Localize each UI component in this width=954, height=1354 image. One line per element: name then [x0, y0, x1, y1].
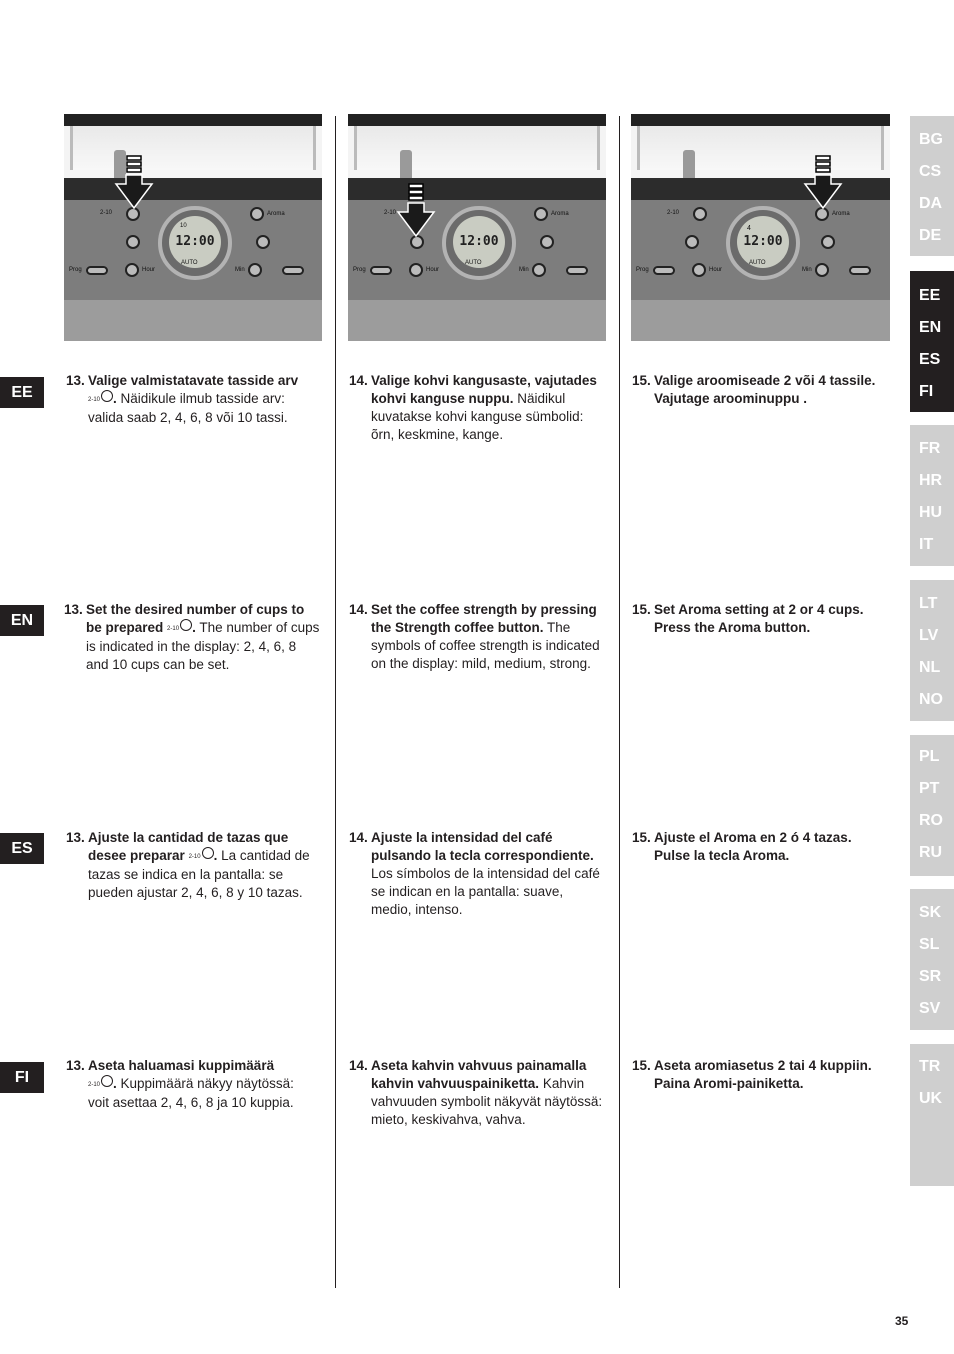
cups-label: 2-10	[667, 210, 680, 216]
side-nav-hu[interactable]: HU	[919, 504, 943, 521]
side-nav-da[interactable]: DA	[919, 195, 943, 212]
power-button	[566, 266, 588, 275]
min-label: Min	[802, 267, 812, 273]
aroma-label: Aroma	[551, 211, 569, 217]
side-nav-sl[interactable]: SL	[919, 936, 940, 953]
coffee-machine-illustration-cups	[64, 114, 322, 341]
cups-button-icon: 2-10	[167, 619, 192, 638]
cups-button	[693, 207, 707, 221]
side-nav-pt[interactable]: PT	[919, 780, 940, 797]
cups-button-icon: 2-10	[88, 390, 113, 409]
step-14-es: 14. Ajuste la intensidad del café pulsando la tecla correspondiente. Los símbolos de la intensidad del café se indican en la pantalla: suave, medio, intenso.	[349, 830, 600, 917]
hour-button	[409, 263, 423, 277]
prog-label: Prog	[353, 267, 366, 273]
side-nav-no[interactable]: NO	[919, 691, 943, 708]
coffee-machine-illustration-aroma	[631, 114, 890, 341]
keep-warm-button	[540, 235, 554, 249]
strength-button	[685, 235, 699, 249]
keep-warm-button	[256, 235, 270, 249]
prog-button	[370, 266, 392, 275]
side-nav-sv[interactable]: SV	[919, 1000, 941, 1017]
side-nav-group-3	[910, 425, 954, 566]
display-clock: 12:00	[453, 216, 505, 268]
side-nav-group-2	[910, 271, 954, 412]
cups-button-icon: 2-10	[189, 847, 214, 866]
hour-label: Hour	[709, 267, 723, 273]
display-auto-label: AUTO	[465, 260, 482, 266]
strength-button	[126, 235, 140, 249]
pointer-arrow-icon	[114, 154, 154, 210]
aroma-label: Aroma	[832, 211, 850, 217]
prog-button	[86, 266, 108, 275]
display-clock: 12:00	[737, 216, 789, 268]
step-15-fi: 15. Aseta aromiasetus 2 tai 4 kuppiin. Paina Aromi-painiketta.	[632, 1058, 872, 1091]
side-nav-bg[interactable]: BG	[919, 131, 943, 148]
side-nav-en[interactable]: EN	[919, 319, 942, 336]
side-nav-ru[interactable]: RU	[919, 844, 943, 861]
side-nav-group-1	[910, 116, 954, 256]
side-nav-sk[interactable]: SK	[919, 904, 942, 921]
min-button	[532, 263, 546, 277]
side-nav-de[interactable]: DE	[919, 227, 942, 244]
language-tag-fi: FI	[0, 1062, 44, 1093]
step-13-en: 13. Set the desired number of cups to be prepared 2-10 . The number of cups is indicated in the display: 2, 4, 6, 8 and 10 cups can be set.	[64, 602, 320, 672]
side-nav-fr[interactable]: FR	[919, 440, 941, 457]
hour-label: Hour	[142, 267, 156, 273]
prog-label: Prog	[69, 267, 82, 273]
language-tag-es: ES	[0, 833, 44, 864]
coffee-machine-illustration-strength	[348, 114, 606, 341]
hour-button	[692, 263, 706, 277]
min-button	[815, 263, 829, 277]
step-15-ee: 15. Valige aroomiseade 2 või 4 tassile. Vajutage aroominuppu .	[632, 373, 876, 406]
side-nav-group-5	[910, 735, 954, 876]
display-auto-label: AUTO	[181, 260, 198, 266]
display-auto-label: AUTO	[749, 260, 766, 266]
side-nav-ee[interactable]: EE	[919, 287, 941, 304]
side-nav-tr[interactable]: TR	[919, 1058, 941, 1075]
hour-label: Hour	[426, 267, 440, 273]
step-14-ee: 14. Valige kohvi kangusaste, vajutades kohvi kanguse nuppu. Näidikul kuvatakse kohvi kanguse sümbolid: õrn, keskmine, kange.	[349, 373, 597, 442]
step-15-es: 15. Ajuste el Aroma en 2 ó 4 tazas. Pulse la tecla Aroma.	[632, 830, 852, 863]
pointer-arrow-icon	[803, 154, 843, 210]
aroma-button	[250, 207, 264, 221]
hour-button	[125, 263, 139, 277]
display-cup-count: 10	[180, 223, 187, 229]
prog-button	[653, 266, 675, 275]
power-button	[282, 266, 304, 275]
pointer-arrow-icon	[396, 182, 436, 238]
side-nav-lt[interactable]: LT	[919, 595, 938, 612]
side-nav-group-6	[910, 889, 954, 1030]
step-13-es: 13. Ajuste la cantidad de tazas que desee preparar 2-10 . La cantidad de tazas se indica en la pantalla: se pueden ajustar 2, 4, 6, 8 y 10 tazas.	[66, 830, 310, 900]
step-15-en: 15. Set Aroma setting at 2 or 4 cups. Press the Aroma button.	[632, 602, 864, 635]
cups-label: 2-10	[100, 210, 113, 216]
side-nav-it[interactable]: IT	[919, 536, 934, 553]
side-nav-group-7	[910, 1044, 954, 1186]
side-nav-cs[interactable]: CS	[919, 163, 942, 180]
language-tag-ee: EE	[0, 377, 44, 408]
cups-label: 2-10	[384, 210, 397, 216]
min-label: Min	[235, 267, 245, 273]
column-divider-2	[619, 116, 620, 1288]
side-nav-ro[interactable]: RO	[919, 812, 943, 829]
step-13-ee: 13. Valige valmistatavate tasside arv 2-10 . Näidikule ilmub tasside arv: valida saab 2, 4, 6, 8 või 10 tassi.	[66, 373, 299, 425]
min-label: Min	[519, 267, 529, 273]
display-clock: 12:00	[169, 216, 221, 268]
step-13-fi: 13. Aseta haluamasi kuppimäärä 2-10 . Kuppimäärä näkyy näytössä: voit asettaa 2, 4, 6, 8 ja 10 kuppia.	[66, 1058, 294, 1110]
column-divider-1	[335, 116, 336, 1288]
side-nav-nl[interactable]: NL	[919, 659, 941, 676]
page-number: 35	[895, 1314, 909, 1328]
side-nav-uk[interactable]: UK	[919, 1090, 943, 1107]
keep-warm-button	[821, 235, 835, 249]
side-nav-sr[interactable]: SR	[919, 968, 942, 985]
side-nav-fi[interactable]: FI	[919, 383, 934, 400]
side-nav-group-4	[910, 580, 954, 721]
min-button	[248, 263, 262, 277]
side-nav-hr[interactable]: HR	[919, 472, 943, 489]
step-14-fi: 14. Aseta kahvin vahvuus painamalla kahvin vahvuuspainiketta. Kahvin vahvuuden symbolit näkyvät näytössä: mieto, keskivahva, vahva.	[349, 1058, 603, 1127]
side-nav-lv[interactable]: LV	[919, 627, 939, 644]
power-button	[849, 266, 871, 275]
step-14-en: 14. Set the coffee strength by pressing the Strength coffee button. The symbols of coffee strength is indicated on the display: mild, medium, strong.	[349, 602, 600, 671]
side-nav-pl[interactable]: PL	[919, 748, 940, 765]
prog-label: Prog	[636, 267, 649, 273]
display-cup-count: 4	[747, 225, 751, 232]
aroma-label: Aroma	[267, 211, 285, 217]
language-tag-en: EN	[0, 605, 44, 636]
aroma-button	[534, 207, 548, 221]
side-nav-es[interactable]: ES	[919, 351, 941, 368]
cups-button-icon: 2-10	[88, 1075, 113, 1094]
